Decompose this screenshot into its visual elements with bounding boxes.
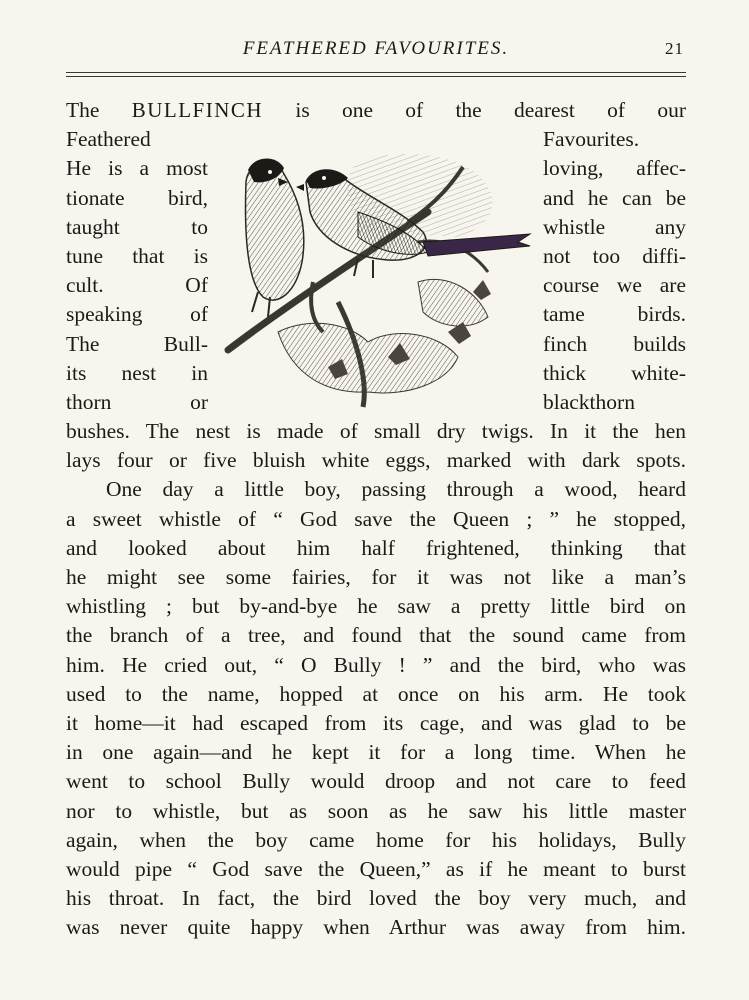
header-rule-bottom [66, 76, 686, 77]
paragraph2-line: used to the name, hopped at once on his arm. He took [66, 681, 686, 706]
wrap-line-1 [66, 125, 686, 154]
bird-name: BULLFINCH [131, 98, 264, 122]
wrap-left-text: He is a most [66, 156, 208, 181]
wrap-line-5 [66, 242, 686, 271]
wrap-left-text: speaking of [66, 302, 208, 327]
wrap-left-text: tune that is [66, 243, 208, 268]
opening-remainder: is one of the dearest of our [295, 98, 686, 122]
wrap-left-text: thorn or [66, 389, 208, 414]
wrap-line-10 [66, 388, 686, 417]
paragraph2-line: nor to whistle, but as soon as he saw his little master [66, 798, 686, 823]
paragraph2-line: and looked about him half frightened, thinking that [66, 535, 686, 560]
wrap-right-text: tame birds. [543, 302, 686, 327]
wrap-left-text: cult. Of [66, 273, 208, 298]
wrap-right-text: finch builds [543, 331, 686, 356]
header-rule-top [66, 72, 686, 73]
wrap-line-4 [66, 213, 686, 242]
wrap-right-text: course we are [543, 273, 686, 298]
running-title: FEATHERED FAVOURITES. [242, 38, 510, 59]
body-text [66, 96, 686, 942]
paragraph1-opening-line [66, 96, 686, 125]
wrap-left-text: tionate bird, [66, 185, 208, 210]
paragraph2-line: was never quite happy when Arthur was away from him. [66, 915, 686, 940]
wrap-right-text: loving, affec- [543, 156, 686, 181]
wrap-right-text: blackthorn [543, 389, 635, 414]
wrap-right-text: whistle any [543, 214, 686, 239]
wrap-left-text: The Bull- [66, 331, 208, 356]
paragraph2-line: a sweet whistle of “ God save the Queen ; ” he stopped, [66, 506, 686, 531]
wrap-right-text: Favourites. [543, 127, 640, 152]
paragraph1-line: lays four or five bluish white eggs, marked with dark spots. [66, 448, 686, 473]
paragraph2-line: him. He cried out, “ O Bully ! ” and the bird, who was [66, 652, 686, 677]
wrap-right-text: thick white- [543, 360, 686, 385]
running-head [66, 38, 686, 64]
paragraph2-line: went to school Bully would droop and not care to feed [66, 769, 686, 794]
wrap-line-8 [66, 330, 686, 359]
page-number: 21 [665, 39, 684, 58]
wrap-right-text: and he can be [543, 185, 686, 210]
wrap-left-text: Feathered [66, 127, 151, 152]
paragraph2-line: his throat. In fact, the bird loved the boy very much, and [66, 886, 686, 911]
paragraph2-line: it home—it had escaped from its cage, and was glad to be [66, 710, 686, 735]
paragraph2-line: the branch of a tree, and found that the sound came from [66, 623, 686, 648]
wrap-line-6 [66, 271, 686, 300]
wrap-left-text: taught to [66, 214, 208, 239]
wrap-line-9 [66, 359, 686, 388]
paragraph2-line: he might see some fairies, for it was not like a man’s [66, 565, 686, 589]
wrap-line-3 [66, 184, 686, 213]
paragraph2-line: again, when the boy came home for his holidays, Bully [66, 827, 686, 852]
wrap-line-2 [66, 154, 686, 183]
opening-word: The [66, 98, 100, 122]
paragraph1-line: bushes. The nest is made of small dry twigs. In it the hen [66, 419, 686, 444]
wrap-right-text: not too diffi- [543, 243, 686, 268]
wrap-left-text: its nest in [66, 360, 208, 385]
paragraph2-line: in one again—and he kept it for a long time. When he [66, 740, 686, 765]
paragraph2-line: One day a little boy, passing through a wood, heard [106, 477, 686, 502]
paragraph2-line: would pipe “ God save the Queen,” as if he meant to burst [66, 856, 686, 881]
paragraph2-line: whistling ; but by-and-bye he saw a pretty little bird on [66, 594, 686, 619]
wrap-line-7 [66, 300, 686, 329]
